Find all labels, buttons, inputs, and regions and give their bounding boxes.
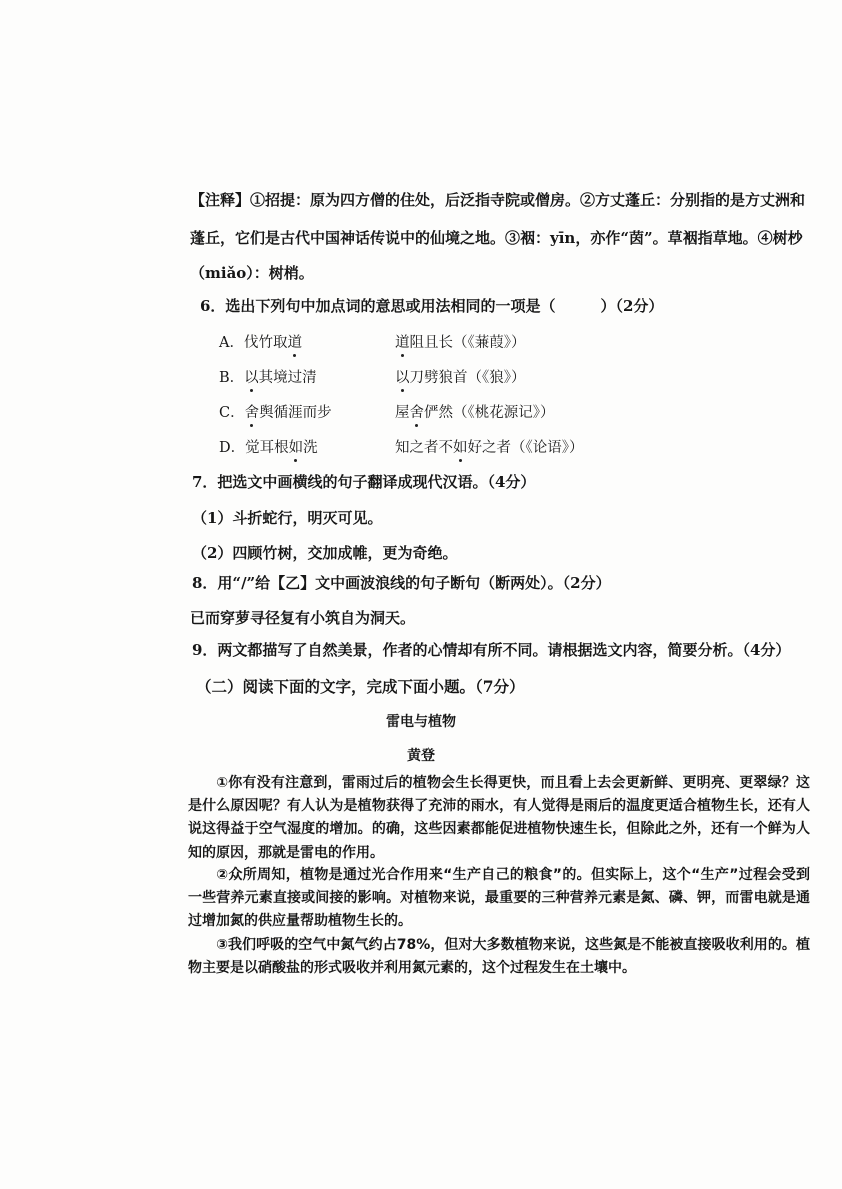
emphasis-dot: 道 — [287, 335, 302, 351]
article-author: 黄登 — [407, 748, 435, 764]
q6-option-c-label: C．舍舆循涯而步 — [219, 405, 332, 421]
question-8-sentence: 已而穿萝寻径复有小筑自为洞天。 — [190, 609, 416, 627]
emphasis-dot: 道 — [395, 335, 410, 351]
emphasis-dot: 舍 — [244, 405, 260, 421]
q6-option-b-label: B．以其境过清 — [219, 370, 317, 386]
q6-option-d-right: 知之者不如好之者（《论语》） — [395, 440, 584, 456]
question-7-item-2: （2）四顾竹树，交加成帷，更为奇绝。 — [192, 544, 458, 562]
notes-line-3: （miǎo）：树梢。 — [190, 264, 314, 282]
article-paragraph-1 — [188, 772, 810, 865]
q6-option-b-right: 以刀劈狼首（《狼》） — [395, 370, 526, 386]
emphasis-dot: 以 — [395, 370, 410, 386]
question-6-stem: 6．选出下列句中加点词的意思或用法相同的一项是（ ）（2分） — [200, 297, 664, 315]
section-2-heading: （二）阅读下面的文字，完成下面小题。（7分） — [196, 677, 525, 696]
emphasis-dot: 舍 — [409, 405, 424, 421]
article-paragraph-3-text: ③我们呼吸的空气中氮气约占78%，但对大多数植物来说，这些氮是不能被直接吸收利用的。植物主要是以硝酸盐的形式吸收并利用氮元素的，这个过程发生在土壤中。 — [188, 937, 810, 977]
article-title: 雷电与植物 — [386, 714, 456, 730]
q6-option-d-label: D．觉耳根如洗 — [219, 440, 318, 456]
notes-line-2: 蓬丘，它们是古代中国神话传说中的仙境之地。③裀：yīn，亦作“茵”。草裀指草地。④树杪 — [190, 229, 803, 247]
question-7-stem: 7．把选文中画横线的句子翻译成现代汉语。（4分） — [192, 473, 536, 491]
q6-option-c-right: 屋舍俨然（《桃花源记》） — [395, 405, 555, 421]
article-paragraph-3 — [188, 934, 810, 980]
question-9-stem: 9．两文都描写了自然美景，作者的心情却有所不同。请根据选文内容，简要分析。（4分） — [192, 641, 791, 659]
q6-option-a-right: 道阻且长（《蒹葭》） — [395, 335, 526, 351]
emphasis-dot: 如 — [453, 440, 468, 456]
emphasis-dot: 如 — [288, 440, 304, 456]
question-8-stem: 8．用“/”给【乙】文中画波浪线的句子断句（断两处）。（2分） — [192, 574, 611, 592]
question-7-item-1: （1）斗折蛇行，明灭可见。 — [192, 509, 383, 527]
article-paragraph-1-text: ①你有没有注意到，雷雨过后的植物会生长得更快，而且看上去会更新鲜、更明亮、更翠绿？这是什么原因呢？有人认为是植物获得了充沛的雨水，有人觉得是雨后的温度更适合植物生长，还有人说这得益于空气湿度的增加。的确，这些因素都能促进植物快速生长，但除此之外，还有一个鲜为人知的原因，那就是雷电的作用。 — [188, 775, 810, 861]
emphasis-dot: 以 — [244, 370, 259, 386]
article-paragraph-2 — [188, 864, 810, 934]
q6-option-a-label: A．伐竹取道 — [219, 335, 302, 351]
notes-line-1: 【注释】①招提：原为四方僧的住处，后泛指寺院或僧房。②方丈蓬丘：分别指的是方丈洲和 — [190, 191, 806, 209]
article-paragraph-2-text: ②众所周知，植物是通过光合作用来“生产自己的粮食”的。但实际上，这个“生产”过程会受到一些营养元素直接或间接的影响。对植物来说，最重要的三种营养元素是氮、磷、钾，而雷电就是通过增加氮的供应量帮助植物生长的。 — [188, 867, 810, 930]
